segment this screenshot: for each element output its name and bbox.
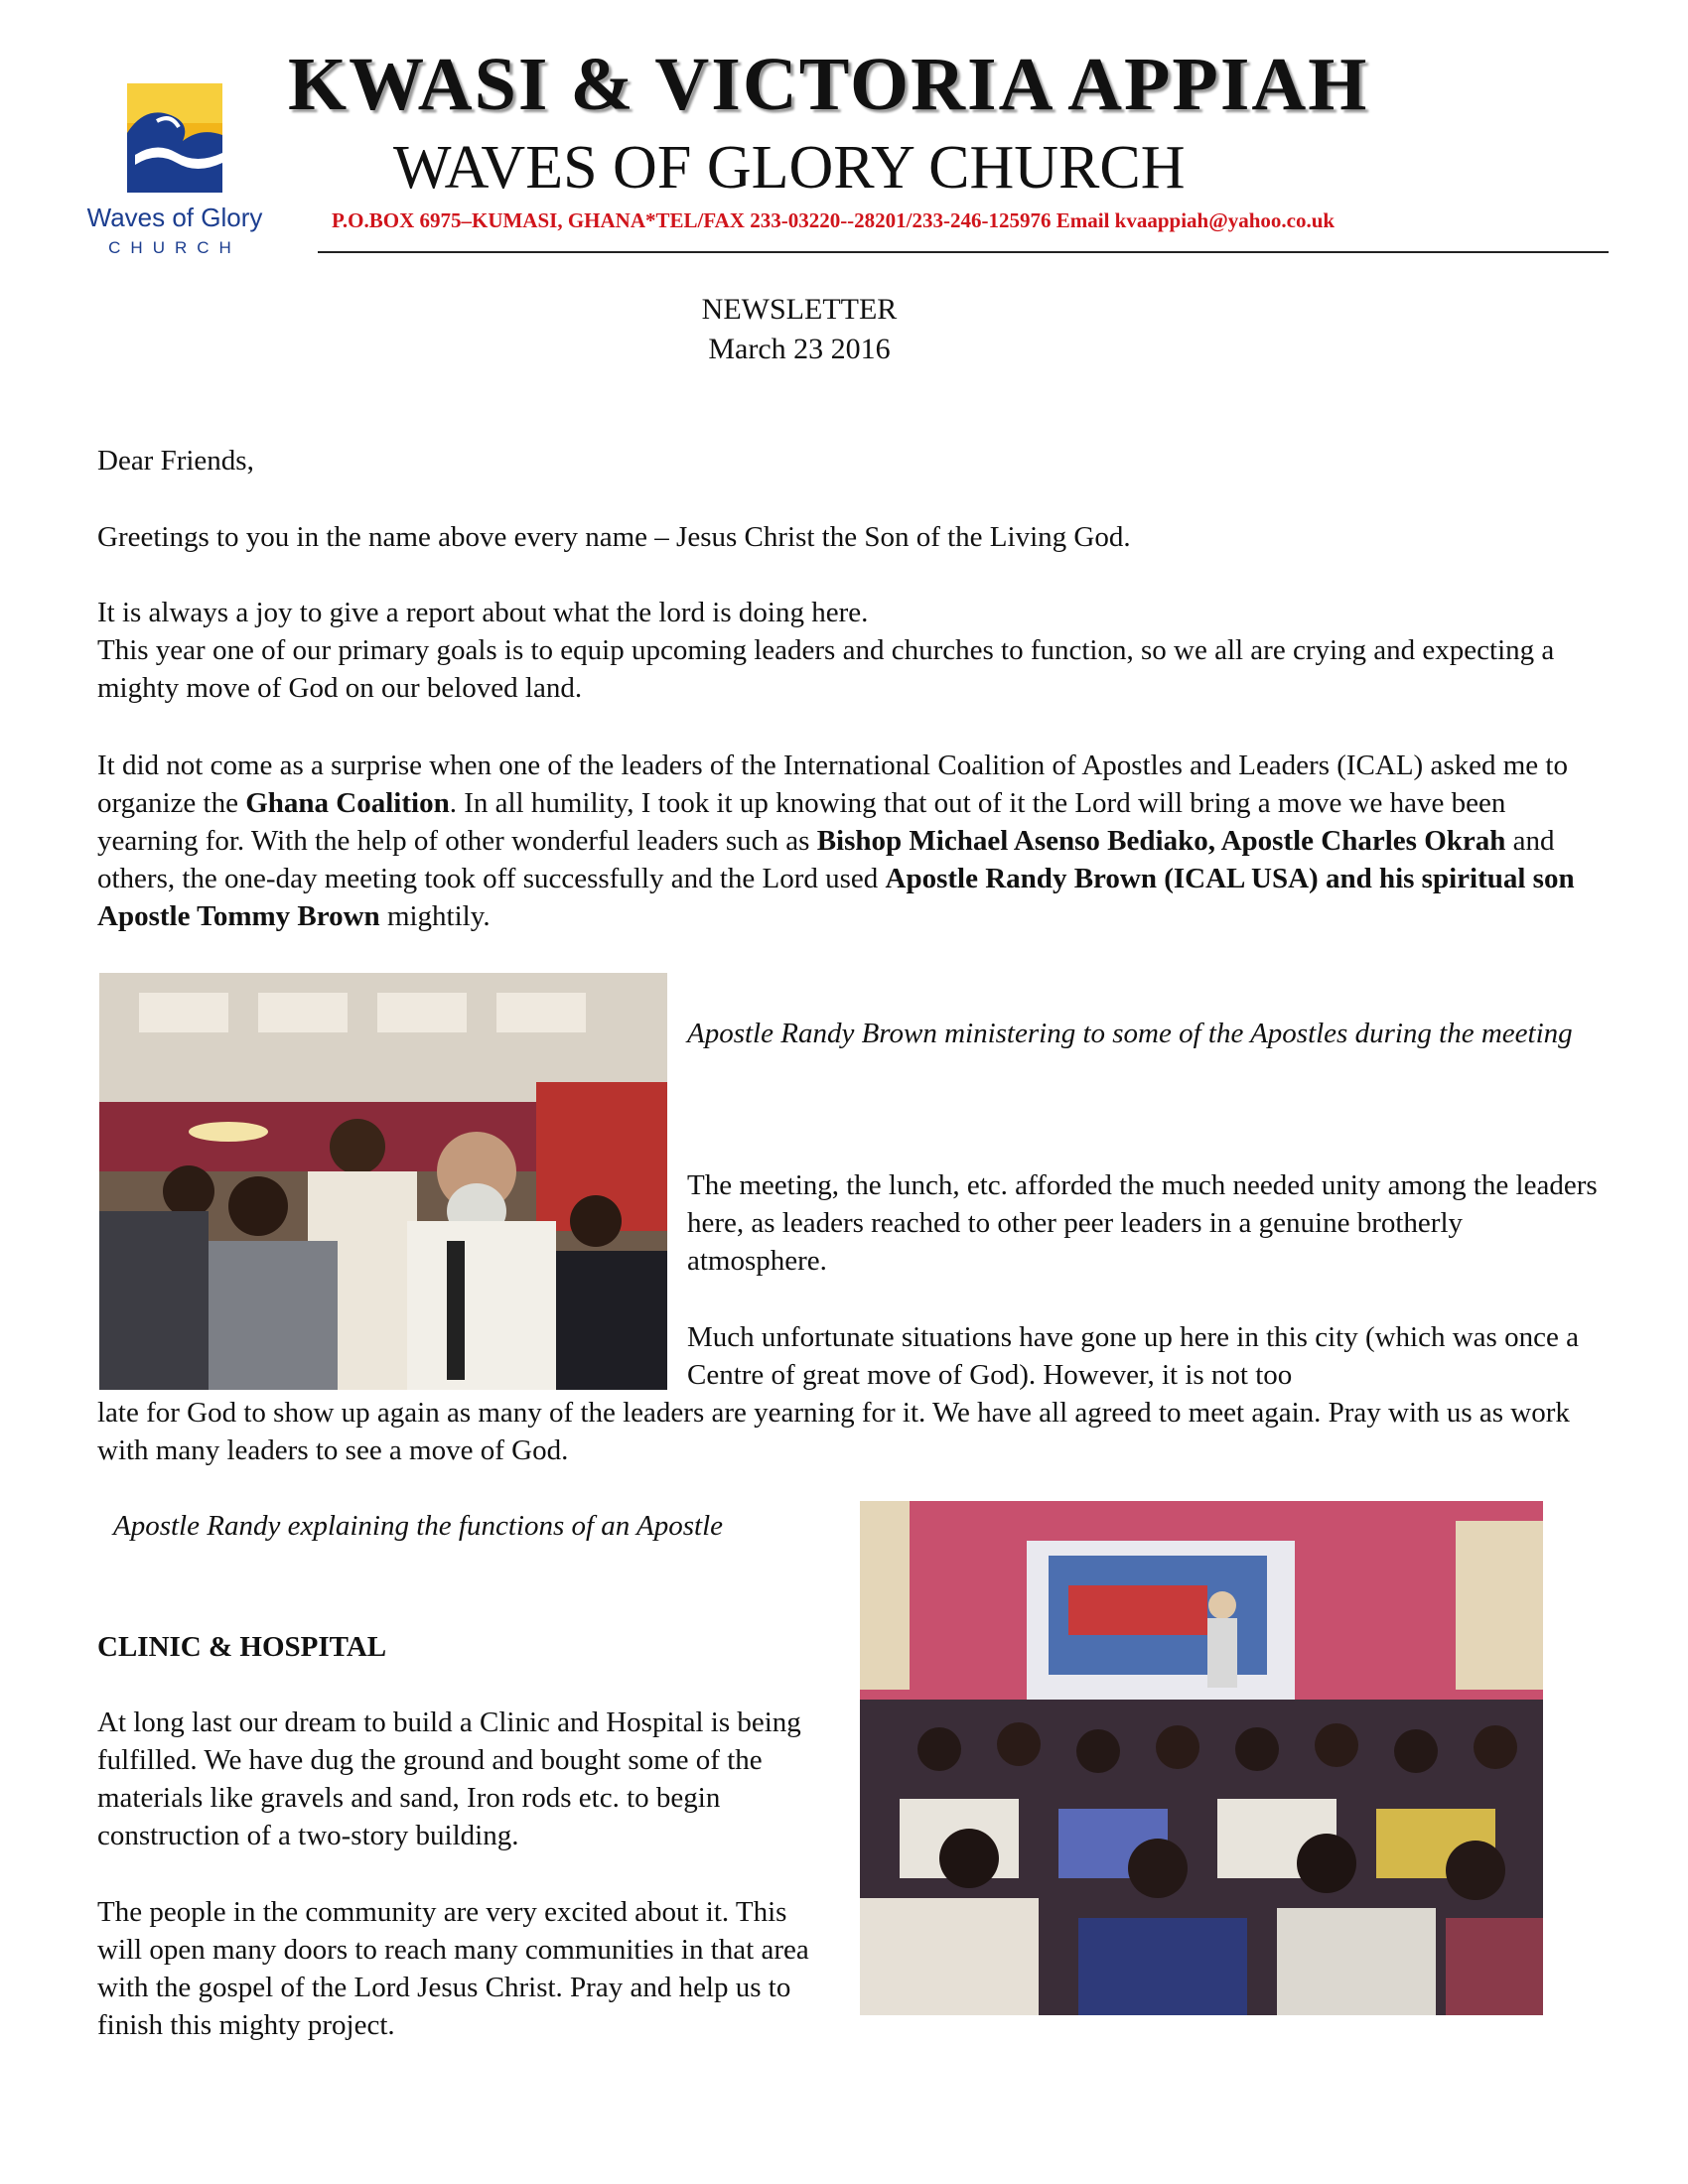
logo-subtitle: CHURCH (108, 238, 241, 257)
leaders-names: Bishop Michael Asenso Bediako, Apostle Charles Okrah (816, 825, 1506, 857)
photo-apostle-ministering (99, 973, 667, 1390)
photo-conference-hall (860, 1501, 1543, 2015)
intro-paragraph: This year one of our primary goals is to equip upcoming leaders and churches to function, so we all are crying and expecting a mighty move of God on our beloved land. (97, 634, 1555, 704)
coalition-name: Ghana Coalition (245, 787, 450, 819)
greeting-paragraph: Greetings to you in the name above every name – Jesus Christ the Son of the Living God. (97, 521, 1131, 553)
clinic-paragraph-1: At long last our dream to build a Clinic and Hospital is being fulfilled. We have dug the ground and bought some of the materials like gravels and sand, Iron rods etc. to begin construction of a two-story building. (97, 1706, 801, 1851)
photo-caption-explaining: Apostle Randy explaining the functions of an Apostle (113, 1510, 724, 1542)
clinic-heading: CLINIC & HOSPITAL (97, 1631, 387, 1663)
conference-photo-image (860, 1501, 1543, 2015)
salutation: Dear Friends, (97, 445, 254, 477)
city-paragraph: late for God to show up again as many of the leaders are yearning for it. We have all agreed to meet again. Pray with us as work with many leaders to see a move of God. (97, 1397, 1570, 1466)
logo-name: Waves of Glory (86, 203, 263, 232)
church-name: WAVES OF GLORY CHURCH (393, 134, 1186, 202)
contact-line: P.O.BOX 6975–KUMASI, GHANA*TEL/FAX 233-03220--28201/233-246-125976 Email kvaappiah@yahoo.co.uk (332, 208, 1336, 232)
intro-line: It is always a joy to give a report about what the lord is doing here. (97, 597, 869, 628)
newsletter-heading (695, 290, 904, 369)
apostles-names: Apostle Randy Brown (ICAL USA) and his spiritual son Apostle Tommy Brown (97, 863, 1575, 932)
unity-paragraph: The meeting, the lunch, etc. afforded the much needed unity among the leaders here, as leaders reached to other peer leaders in a genuine brotherly atmosphere. (687, 1169, 1598, 1277)
wave-logo-icon (127, 83, 222, 193)
coalition-text-3: and others, the one-day meeting took off successfully and the Lord used (97, 825, 1555, 894)
header-divider (318, 251, 1609, 253)
newsletter-date: March 23 2016 (708, 333, 891, 365)
coalition-text-1: It did not come as a surprise when one of the leaders of the International Coalition of Apostles and Leaders (ICAL) asked me to organize the (97, 750, 1568, 819)
header-title: KWASI & VICTORIA APPIAH (288, 43, 1369, 126)
church-logo (71, 83, 278, 266)
coalition-text-4: mightily. (379, 900, 491, 932)
city-paragraph-wrap: Much unfortunate situations have gone up here in this city (which was once a Centre of great move of God). However, it is not too (687, 1321, 1579, 1391)
newsletter-label: NEWSLETTER (701, 293, 898, 326)
clinic-paragraph-2: The people in the community are very excited about it. This will open many doors to reach many communities in that area with the gospel of the Lord Jesus Christ. Pray and help us to finish this mighty project. (97, 1896, 809, 2041)
photo-caption-ministering: Apostle Randy Brown ministering to some of the Apostles during the meeting (687, 1018, 1573, 1049)
ministering-photo-image (99, 973, 667, 1390)
coalition-text-2: . In all humility, I took it up knowing that out of it the Lord will bring a move we have been yearning for. With the help of other wonderful leaders such as (97, 787, 1506, 857)
coalition-paragraph (97, 747, 1607, 935)
